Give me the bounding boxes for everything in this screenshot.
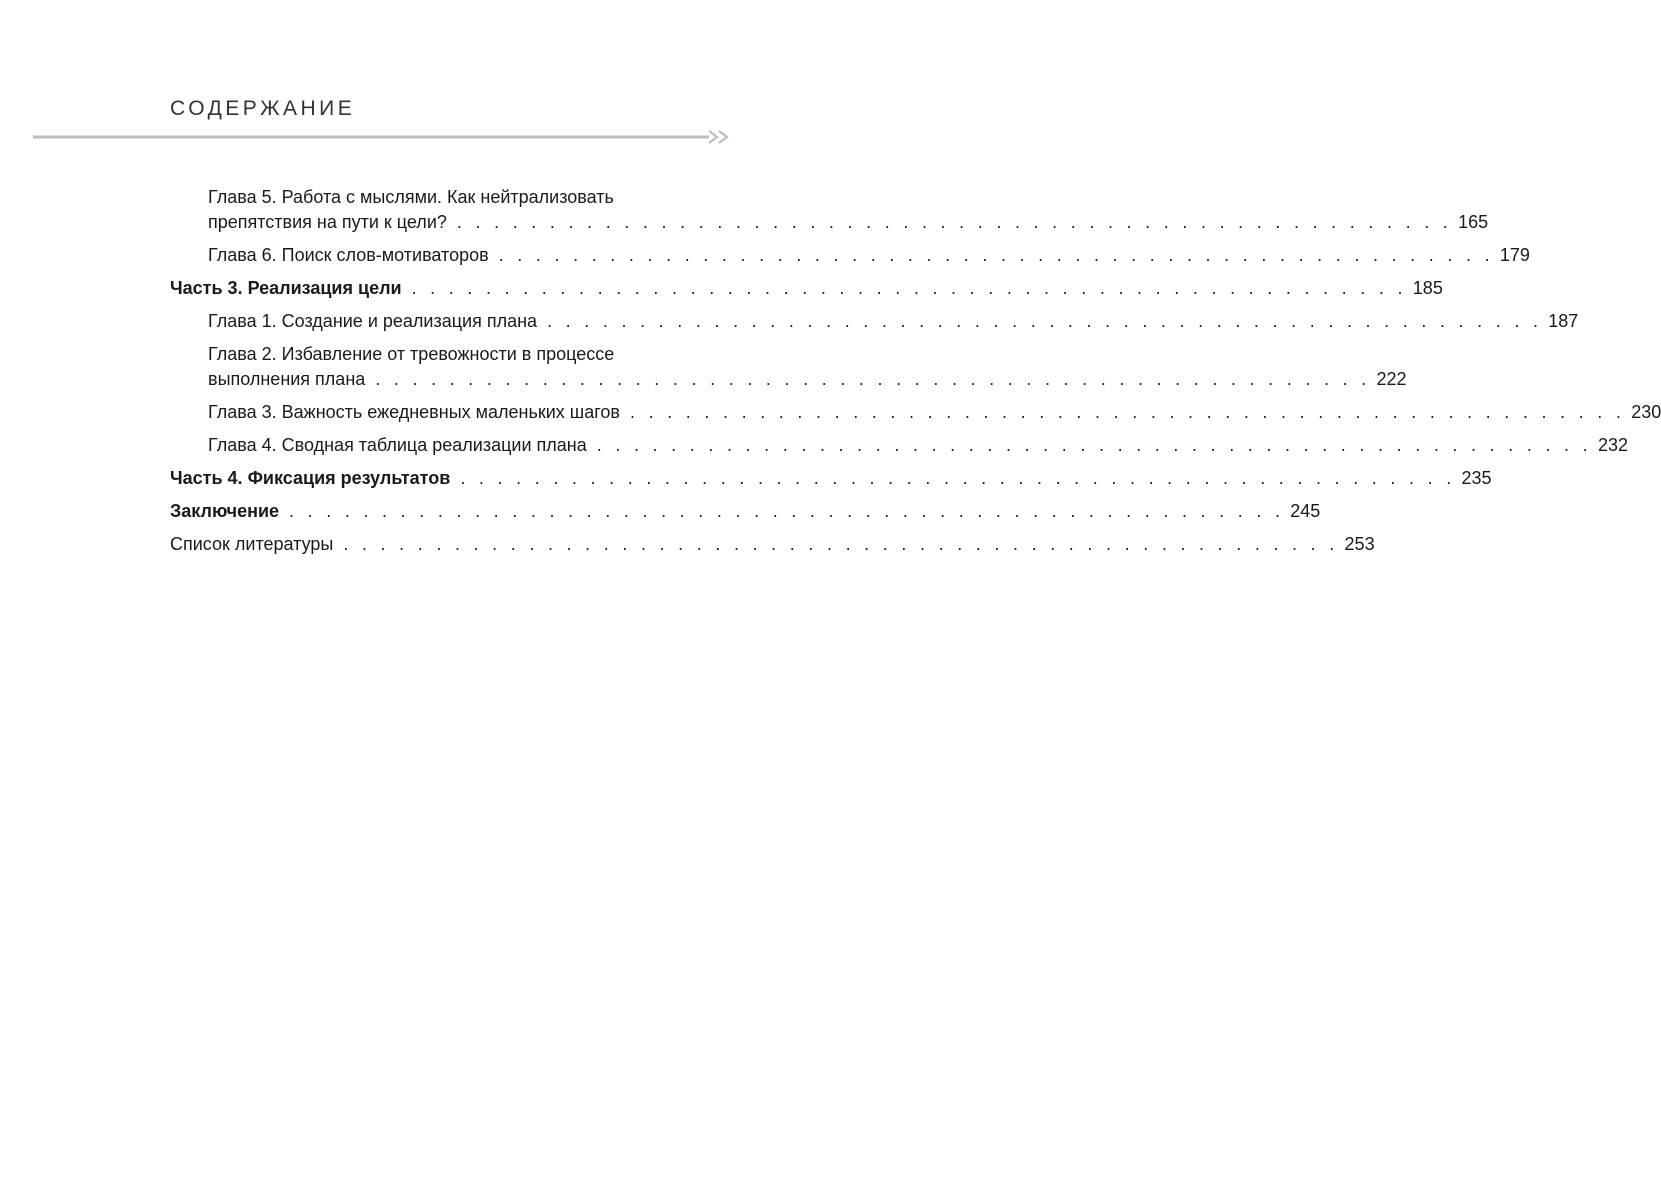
toc-page-number: 230 bbox=[1631, 402, 1661, 422]
toc-entry-title: Глава 3. Важность ежедневных маленьких шагов bbox=[208, 402, 620, 422]
toc-dot-leader: . . . . . . . . . . . . . . . . . . . . . . . . . . . . . . . . . . . . . . . . . . . . . . . . . . . . . . bbox=[629, 402, 1626, 422]
toc-entry-plain[interactable] bbox=[170, 532, 1375, 557]
toc-entry-title: Часть 3. Реализация цели bbox=[170, 278, 402, 298]
toc-entry-title: Заключение bbox=[170, 501, 280, 521]
toc-entry-title: Часть 4. Фиксация результатов bbox=[170, 468, 451, 488]
toc-entry-chapter[interactable] bbox=[170, 400, 1661, 425]
toc-entry-part[interactable] bbox=[170, 466, 1492, 491]
toc-page-number: 222 bbox=[1376, 369, 1407, 389]
toc-entry-title: препятствия на пути к цели? bbox=[208, 212, 447, 232]
toc-page-number: 185 bbox=[1412, 278, 1443, 298]
toc-page-number: 235 bbox=[1461, 468, 1492, 488]
toc-dot-leader: . . . . . . . . . . . . . . . . . . . . . . . . . . . . . . . . . . . . . . . . . . . . . . . . . . . . . . bbox=[498, 245, 1494, 265]
toc-entry-title: Глава 6. Поиск слов-мотиваторов bbox=[208, 245, 489, 265]
page-title: СОДЕРЖАНИЕ bbox=[170, 97, 356, 120]
toc-dot-leader: . . . . . . . . . . . . . . . . . . . . . . . . . . . . . . . . . . . . . . . . . . . . . . . . . . . . . . bbox=[460, 468, 1456, 488]
toc-entry-title: выполнения плана bbox=[208, 369, 366, 389]
toc-entry-chapter[interactable] bbox=[170, 309, 1579, 334]
toc-entry-title: Список литературы bbox=[170, 534, 334, 554]
toc-entry-chapter[interactable] bbox=[170, 243, 1530, 268]
toc-entry-title-line: Глава 2. Избавление от тревожности в процессе bbox=[208, 344, 615, 364]
toc-page-number: 245 bbox=[1290, 501, 1321, 521]
toc-dot-leader: . . . . . . . . . . . . . . . . . . . . . . . . . . . . . . . . . . . . . . . . . . . . . . . . . . . . . . bbox=[547, 311, 1543, 331]
toc-entry-chapter[interactable] bbox=[170, 342, 1407, 392]
header-rule-arrow-icon bbox=[33, 128, 733, 146]
toc-page-number: 232 bbox=[1597, 435, 1628, 455]
toc-page-number: 253 bbox=[1344, 534, 1375, 554]
toc-dot-leader: . . . . . . . . . . . . . . . . . . . . . . . . . . . . . . . . . . . . . . . . . . . . . . . . . . . . . . bbox=[456, 212, 1453, 232]
toc-entry-title: Глава 1. Создание и реализация плана bbox=[208, 311, 538, 331]
toc-entry-title-line: Глава 5. Работа с мыслями. Как нейтрализовать bbox=[208, 187, 614, 207]
toc-page-number: 165 bbox=[1458, 212, 1489, 232]
toc-dot-leader: . . . . . . . . . . . . . . . . . . . . . . . . . . . . . . . . . . . . . . . . . . . . . . . . . . . . . . bbox=[375, 369, 1371, 389]
toc-dot-leader: . . . . . . . . . . . . . . . . . . . . . . . . . . . . . . . . . . . . . . . . . . . . . . . . . . . . . . bbox=[289, 501, 1285, 521]
toc-entry-chapter[interactable] bbox=[170, 185, 1489, 235]
toc-page-number: 179 bbox=[1499, 245, 1530, 265]
toc-entry-chapter[interactable] bbox=[170, 433, 1628, 458]
toc-entry-title: Глава 4. Сводная таблица реализации плана bbox=[208, 435, 587, 455]
toc-entry-part[interactable] bbox=[170, 276, 1443, 301]
table-of-contents bbox=[170, 185, 1661, 565]
toc-page-number: 187 bbox=[1548, 311, 1579, 331]
toc-dot-leader: . . . . . . . . . . . . . . . . . . . . . . . . . . . . . . . . . . . . . . . . . . . . . . . . . . . . . . bbox=[596, 435, 1592, 455]
toc-dot-leader: . . . . . . . . . . . . . . . . . . . . . . . . . . . . . . . . . . . . . . . . . . . . . . . . . . . . . . bbox=[343, 534, 1339, 554]
toc-dot-leader: . . . . . . . . . . . . . . . . . . . . . . . . . . . . . . . . . . . . . . . . . . . . . . . . . . . . . . bbox=[411, 278, 1407, 298]
toc-entry-part[interactable] bbox=[170, 499, 1321, 524]
